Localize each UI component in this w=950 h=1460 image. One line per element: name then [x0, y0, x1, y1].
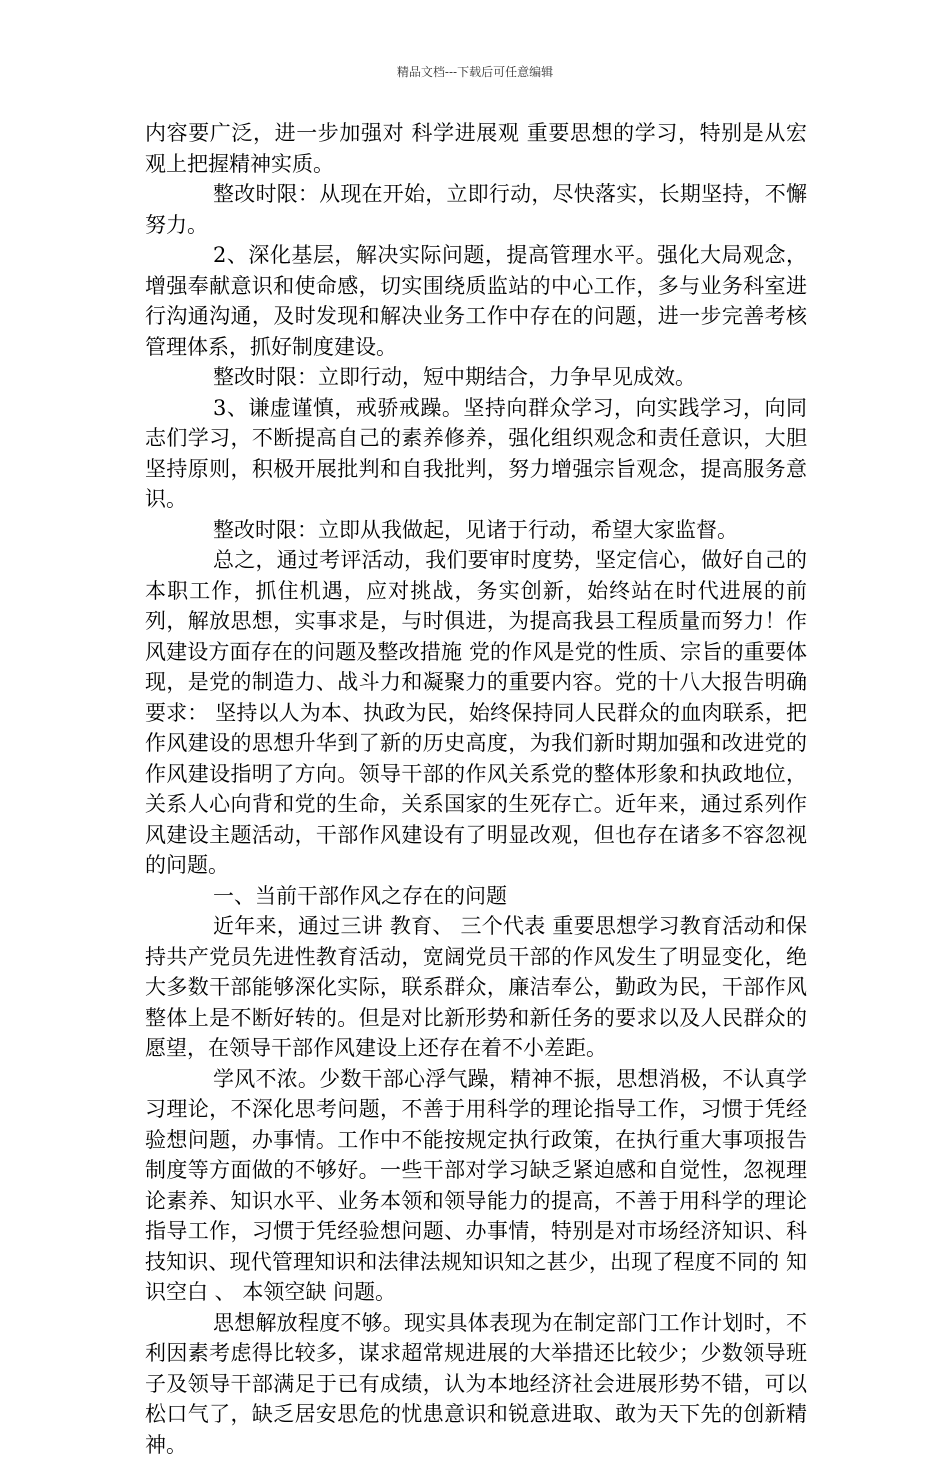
page-header: 精品文档---下载后可任意编辑: [0, 63, 950, 80]
paragraph: 学风不浓。少数干部心浮气躁，精神不振，思想消极，不认真学习理论，不深化思考问题，不善于用科学的理论指导工作，习惯于凭经验想问题，办事情。工作中不能按规定执行政策，在执行重大事项报告制度等方面做的不够好。一些干部对学习缺乏紧迫感和自觉性，忽视理论素养、知识水平、业务本领和领导能力的提高，不善于用科学的理论指导工作，习惯于凭经验想问题、办事情，特别是对市场经济知识、科技知识、现代管理知识和法律法规知识知之甚少，出现了程度不同的 知识空白 、 本领空缺 问题。: [145, 1064, 807, 1308]
paragraph: 总之，通过考评活动，我们要审时度势，坚定信心，做好自己的本职工作，抓住机遇，应对挑战，务实创新，始终站在时代进展的前列，解放思想，实事求是，与时俱进，为提高我县工程质量而努力！作风建设方面存在的问题及整改措施 党的作风是党的性质、宗旨的重要体现，是党的制造力、战斗力和凝聚力的重要内容。党的十八大报告明确要求： 坚持以人为本、执政为民，始终保持同人民群众的血肉联系，把作风建设的思想升华到了新的历史高度，为我们新时期加强和改进党的作风建设指明了方向。领导干部的作风关系党的整体形象和执政地位，关系人心向背和党的生命，关系国家的生死存亡。近年来，通过系列作风建设主题活动，干部作风建设有了明显改观，但也存在诸多不容忽视的问题。: [145, 545, 807, 881]
paragraph: 近年来，通过三讲 教育、 三个代表 重要思想学习教育活动和保持共产党员先进性教育活动，宽阔党员干部的作风发生了明显变化，绝大多数干部能够深化实际，联系群众，廉洁奉公，勤政为民，干部作风整体上是不断好转的。但是对比新形势和新任务的要求以及人民群众的愿望，在领导干部作风建设上还存在着不小差距。: [145, 911, 807, 1064]
section-heading: 一、当前干部作风之存在的问题: [145, 881, 807, 912]
paragraph: 整改时限：立即行动，短中期结合，力争早见成效。: [145, 362, 807, 393]
document-body: [145, 118, 807, 1460]
paragraph: 3、谦虚谨慎，戒骄戒躁。坚持向群众学习，向实践学习，向同志们学习，不断提高自己的素养修养，强化组织观念和责任意识，大胆坚持原则，积极开展批判和自我批判，努力增强宗旨观念，提高服务意识。: [145, 393, 807, 515]
paragraph: 内容要广泛，进一步加强对 科学进展观 重要思想的学习，特别是从宏观上把握精神实质。: [145, 118, 807, 179]
paragraph: 2、深化基层，解决实际问题，提高管理水平。强化大局观念，增强奉献意识和使命感，切实围绕质监站的中心工作，多与业务科室进行沟通沟通，及时发现和解决业务工作中存在的问题，进一步完善考核管理体系，抓好制度建设。: [145, 240, 807, 362]
paragraph: 思想解放程度不够。现实具体表现为在制定部门工作计划时，不利因素考虑得比较多，谋求超常规进展的大举措还比较少；少数领导班子及领导干部满足于已有成绩，认为本地经济社会进展形势不错，可以松口气了，缺乏居安思危的忧患意识和锐意进取、敢为天下先的创新精神。: [145, 1308, 807, 1460]
paragraph: 整改时限：从现在开始，立即行动，尽快落实，长期坚持，不懈努力。: [145, 179, 807, 240]
paragraph: 整改时限：立即从我做起，见诸于行动，希望大家监督。: [145, 515, 807, 546]
